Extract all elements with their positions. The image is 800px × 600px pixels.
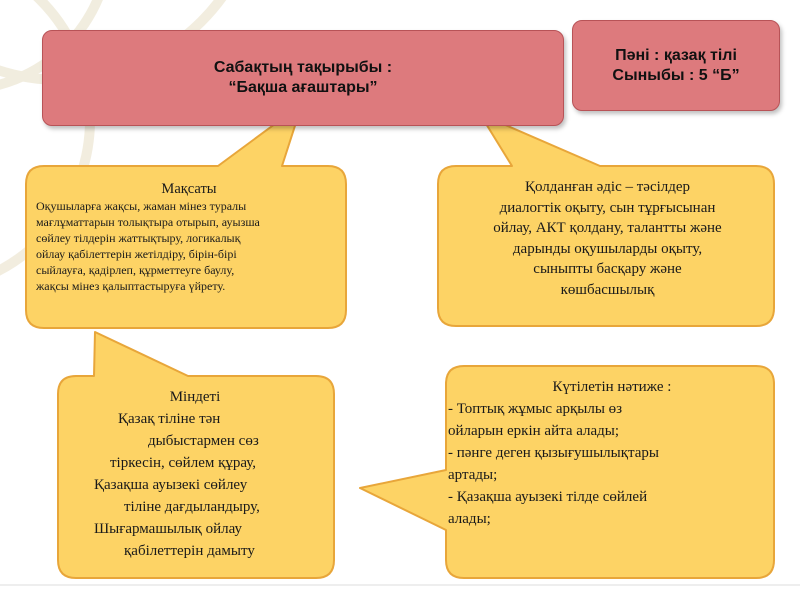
goals-line: жақсы мінез қалыптастыруға үйрету.	[36, 279, 226, 293]
lesson-topic-box	[42, 30, 564, 126]
methods-line: Қолданған әдіс – тәсілдер	[524, 179, 691, 195]
tasks-line: тіліне дағдыландыру,	[124, 499, 260, 515]
results-line: артады;	[448, 467, 498, 483]
grade-label: Сыныбы : 5 “Б”	[612, 66, 740, 84]
tasks-heading: Міндеті	[169, 389, 221, 405]
methods-line: дарынды оқушыларды оқыту,	[512, 240, 703, 257]
tasks-line: тіркесін, сөйлем құрау,	[110, 455, 257, 471]
results-heading: Күтілетін нәтиже :	[552, 379, 672, 395]
goals-line: Оқушыларға жақсы, жаман мінез туралы	[36, 199, 247, 213]
methods-text	[440, 177, 775, 300]
subject-info-box	[572, 20, 780, 111]
goals-line: ойлау қабілеттерін жетілдіру, бірін-бірі	[36, 247, 237, 261]
results-line: - пәнге деген қызығушылықтары	[448, 445, 659, 461]
tasks-line: дыбыстармен сөз	[148, 433, 259, 449]
tasks-text	[60, 386, 330, 562]
tasks-line: Қазақ тіліне тән	[118, 411, 221, 427]
tasks-line: Шығармашылық ойлау	[94, 521, 242, 537]
methods-line: диалогтік оқыту, сын тұрғысынан	[499, 199, 716, 216]
methods-line: сыныпты басқару және	[533, 261, 682, 277]
results-line: алады;	[448, 511, 491, 527]
results-text	[448, 376, 776, 530]
goals-line: сөйлеу тілдерін жаттықтыру, логикалық	[36, 231, 241, 245]
methods-line: көшбасшылық	[560, 281, 655, 298]
goals-heading: Мақсаты	[161, 181, 217, 197]
topic-title: “Бақша ағаштары”	[228, 79, 378, 96]
tasks-line: Қазақша ауызекі сөйлеу	[94, 477, 248, 493]
goals-text	[30, 180, 348, 294]
goals-line: мағлұматтарын толықтыра отырып, ауызша	[36, 215, 260, 229]
subject-name: Пәні : қазақ тілі	[615, 46, 737, 64]
methods-line: ойлау, АКТ қолдану, талантты және	[493, 220, 722, 236]
results-line: - Топтық жұмыс арқылы өз	[448, 401, 623, 417]
goals-line: сыйлауға, қадірлеп, құрметтеуге баулу,	[36, 263, 235, 277]
results-line: - Қазақша ауызекі тілде сөйлей	[448, 489, 648, 505]
topic-label: Сабақтың тақырыбы :	[213, 59, 393, 76]
results-line: ойларын еркін айта алады;	[448, 423, 620, 439]
tasks-line: қабілеттерін дамыту	[124, 543, 255, 559]
goals-body	[30, 198, 348, 294]
